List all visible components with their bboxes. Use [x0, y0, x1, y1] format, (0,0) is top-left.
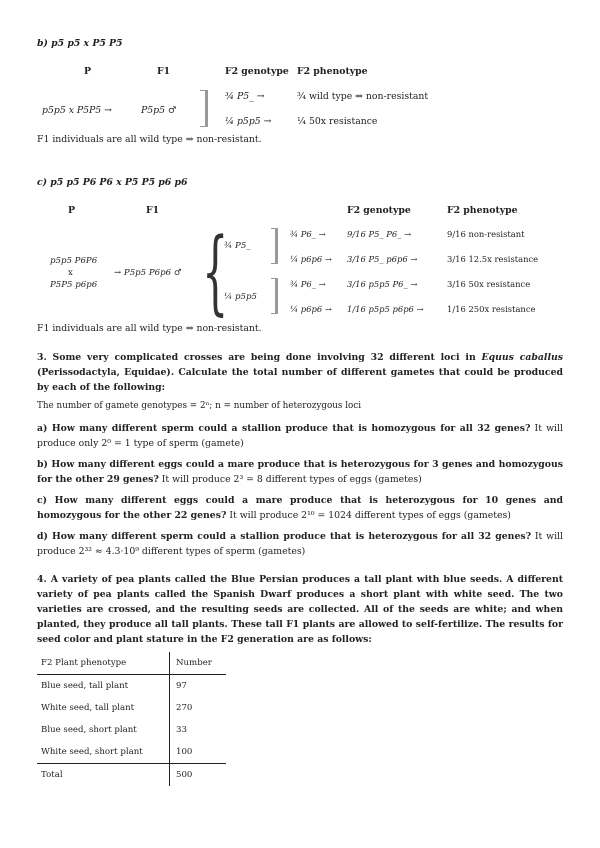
- table-row: [37, 741, 226, 764]
- table-header-row: [37, 652, 226, 675]
- c-g4: 1/16 p5p5 p6p6 →: [347, 304, 424, 314]
- c-b2: ¼ p6p6 →: [290, 254, 332, 264]
- c-f1: → P5p5 P6p6 ♂: [114, 268, 182, 278]
- col-f1: F1: [157, 66, 171, 77]
- c-g3: 3/16 p5p5 P6_ →: [347, 279, 418, 289]
- bracket-c-upper: [275, 228, 278, 263]
- table-cell: 500: [170, 764, 227, 787]
- section-c-heading: c) p5 p5 P6 P6 x P5 P5 p6 p6: [37, 177, 188, 188]
- c-p2: 3/16 12.5x resistance: [447, 254, 539, 264]
- table-cell: 100: [176, 747, 193, 757]
- b-phenotype-1: ¾ wild type ⇒ non-resistant: [297, 91, 429, 102]
- brace-c: {: [202, 218, 229, 325]
- c-cross-2: P5P5 p6p6: [50, 280, 98, 290]
- q3-d: d) How many different sperm could a stallion produce that is heterozygous for all 32 genes? It will produce 2³² ≈ 4.3·10⁹ different types of sperm (gametes): [37, 531, 563, 557]
- q3-c: c) How many different eggs could a mare produce that is heterozygous for 10 genes and homozygous for the other 22 genes? It will produce 2¹⁰ = 1024 different types of eggs (gametes): [37, 495, 563, 521]
- table-cell: Total: [37, 764, 170, 787]
- q3-a: a) How many different sperm could a stallion produce that is homozygous for all 32 genes? It will produce only 2⁰ = 1 type of sperm (gamete): [37, 423, 563, 449]
- b-genotype-2: ¼ p5p5 →: [225, 116, 272, 127]
- c-note: F1 individuals are all wild type ⇒ non-resistant.: [37, 323, 262, 334]
- b-phenotype-2: ¼ 50x resistance: [297, 116, 378, 127]
- cross-b: p5p5 x P5P5 →: [42, 105, 112, 116]
- c-p3: 3/16 50x resistance: [447, 279, 531, 289]
- table-cell: White seed, tall plant: [37, 697, 170, 719]
- q4-text: 4. A variety of pea plants called the Blue Persian produces a tall plant with blue seeds. A different variety of pea plants called the Spanish Dwarf produces a short plant with white seed. The two varieties are crossed, and the resulting seeds are collected. All of the seeds are white; and when planted, they produce all tall plants. These tall F1 plants are allowed to self-fertilize. The results for seed color and plant stature in the F2 generation are as follows:: [37, 574, 563, 645]
- section-b-heading: b) p5 p5 x P5 P5: [37, 38, 123, 49]
- b-genotype-1: ¾ P5_ →: [225, 91, 265, 102]
- c-a2: ¼ p5p5: [224, 292, 257, 302]
- c-p4: 1/16 250x resistance: [447, 304, 536, 314]
- bracket-c-lower-bottom: [271, 313, 278, 314]
- bracket-b-bottom: [200, 126, 208, 127]
- bracket-c-upper-top: [271, 228, 278, 229]
- table-header-cell: F2 Plant phenotype: [37, 652, 170, 675]
- c-b3: ¾ P6_ →: [290, 279, 326, 289]
- q3-formula: The number of gamete genotypes = 2ⁿ; n = number of heterozygous loci: [37, 401, 362, 411]
- bracket-b: [205, 90, 208, 127]
- table-row: [37, 675, 226, 698]
- table-row: [37, 697, 226, 719]
- bracket-c-lower: [275, 278, 278, 313]
- table-cell: Blue seed, tall plant: [37, 675, 170, 698]
- c-cross-1: p5p5 P6P6: [50, 256, 98, 266]
- c-p1: 9/16 non-resistant: [447, 229, 525, 239]
- bracket-b-top: [200, 90, 208, 91]
- table-cell: Blue seed, short plant: [37, 719, 170, 741]
- table-cell: 97: [176, 681, 187, 691]
- c-cross-x: x: [68, 268, 73, 278]
- b-note: F1 individuals are all wild type ⇒ non-resistant.: [37, 134, 262, 145]
- c-col-f1: F1: [146, 205, 160, 216]
- c-a1: ¾ P5_: [224, 241, 251, 251]
- f1-b: P5p5 ♂: [141, 105, 177, 116]
- c-col-p: P: [68, 205, 75, 216]
- table-cell: 270: [176, 703, 193, 713]
- table-total-row: [37, 764, 226, 787]
- c-col-f2-phenotype: F2 phenotype: [447, 205, 518, 216]
- c-col-f2-genotype: F2 genotype: [347, 205, 411, 216]
- q3-b: b) How many different eggs could a mare produce that is heterozygous for 3 genes and homozygous for the other 29 genes? It will produce 2³ = 8 different types of eggs (gametes): [37, 459, 563, 485]
- table-header-cell: Number: [170, 652, 227, 675]
- table-cell: White seed, short plant: [37, 741, 170, 764]
- table-cell: 33: [176, 725, 187, 735]
- col-p: P: [84, 66, 91, 77]
- col-f2-genotype: F2 genotype: [225, 66, 289, 77]
- c-g1: 9/16 P5_ P6_ →: [347, 229, 412, 239]
- bracket-c-upper-bottom: [271, 263, 278, 264]
- table-row: [37, 719, 226, 741]
- f2-phenotype-table: [37, 652, 226, 786]
- c-b1: ¾ P6_ →: [290, 229, 326, 239]
- q3-intro: 3. Some very complicated crosses are being done involving 32 different loci in Equus caballus (Perissodactyla, Equidae). Calculate the total number of different gametes that could be produced by each of the following:: [37, 352, 563, 393]
- c-g2: 3/16 P5_ p6p6 →: [347, 254, 418, 264]
- c-b4: ¼ p6p6 →: [290, 304, 332, 314]
- col-f2-phenotype: F2 phenotype: [297, 66, 368, 77]
- bracket-c-lower-top: [271, 278, 278, 279]
